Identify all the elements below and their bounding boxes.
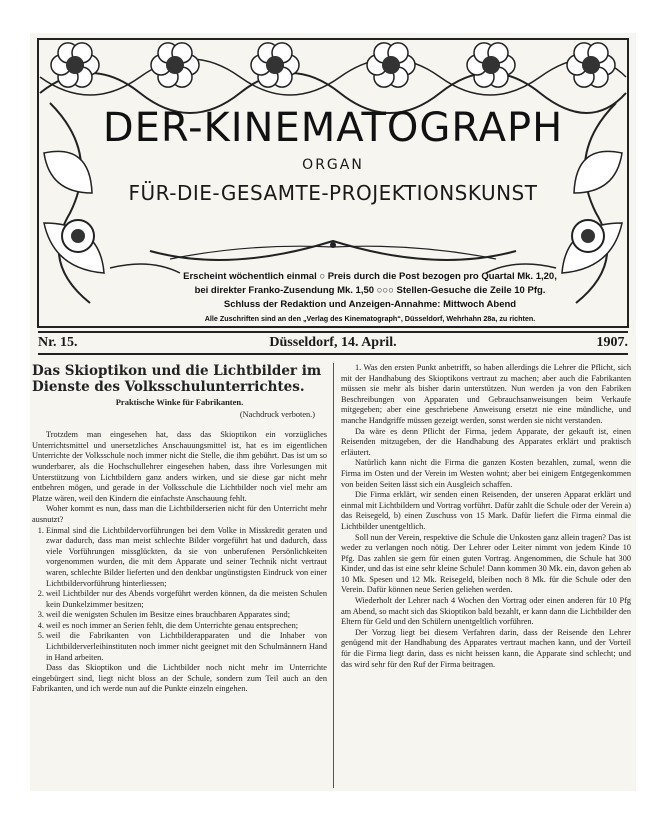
paragraph: Trotzdem man eingesehen hat, dass das Skioptikon ein vorzügliches Unterrichtsmittel und unersetzliches Anschauungsmittel ist, hat es im eigentlichen Unterrichte der Volksschule noch immer nicht die Stelle, die ihm gebührt. Das ist um so wunderbarer, als die Hochschullehrer eingesehen haben, dass ihre Vorlesungen mit Unterstützung von Lichtbildern ganz anders wirken, und sie diese gar nicht mehr entbehren mögen, und gerade in der Volksschule die Lichtbilder noch viel mehr am Platze wären, weil den Kindern die einfachste Anschauung fehlt.: [32, 430, 327, 503]
bottom-rule: [38, 353, 628, 355]
paragraph: Natürlich kann nicht die Firma die ganzen Kosten bezahlen, zumal, wenn die Firma im Osten und der Verein im Westen wohnt; aber bei einigem Entgegenkommen von beiden Seiten lässt sich ein Ausgleich schaffen.: [341, 458, 631, 489]
paragraph: Da wäre es denn Pflicht der Firma, jedem Apparate, der gekauft ist, einen Reisenden mitzugeben, der die Handhabung des Apparates erklärt und praktisch erläutert.: [341, 426, 631, 457]
left-column: [32, 363, 327, 695]
right-column: [341, 363, 631, 670]
flower-icon: [467, 43, 515, 87]
flower-icon: [151, 43, 199, 87]
issue-number: Nr. 15.: [38, 335, 78, 350]
masthead: [30, 33, 636, 333]
list-item: 5. weil die Fabrikanten von Lichtbilderapparaten und die Inhaber von Lichtbilderverleihinstituten noch immer nicht geeignet mit den Schulmännern Hand in Hand arbeiten.: [46, 631, 327, 663]
list-item: 2. weil Lichtbilder nur des Abends vorgeführt werden können, da die meisten Schulen kein Dunkelzimmer besitzen;: [46, 589, 327, 610]
paragraph: Soll nun der Verein, respektive die Schule die Unkosten ganz allein tragen? Das ist weder zu verlangen noch nötig. Der Lehrer oder Leiter nimmt von jedem Kinde 10 Pfg. Das zahlen sie gern für einen guten Vortrag. Angenommen, die Schule hat 300 Kinder, und das ist eine sehr kleine Schule! Dann kommen 30 Mk. ein, davon gehen ab 10 Mk. Spesen und 12 Mk. Reisegeld, bleiben noch 8 Mk. für die Schule oder den Verein. Dafür können neue Serien geliehen werden.: [341, 532, 631, 595]
list-item: 1. Einmal sind die Lichtbildervorführungen bei dem Volke in Misskredit geraten und zwar dadurch, dass man meist schlechte Bilder vorgeführt hat und dadurch, dass viele Vorführungen missglückten, da sie von unberufenen Persönlichkeiten vorgenommen wurden, die mit dem Apparate und seiner Technik nicht vertraut waren, schlechte Bilder lieferten und den denkbar ungünstigsten Eindruck von einer Lichtbildervorführung hinterliessen;: [46, 526, 327, 590]
flower-icon: [251, 43, 299, 87]
organ-label: ORGAN: [302, 157, 364, 173]
paragraph: 1. Was den ersten Punkt anbetrifft, so haben allerdings die Lehrer die Pflicht, sich mit der Handhabung des Skioptikons vertraut zu machen; aber auch die Fabrikanten müssen sie mehr als bisher darin unterstützen. Nun werden ja von den Fabriken Beschreibungen von Apparaten und Gebrauchsanweisungen beim Verkaufe mitgegeben; aber eine geschriebene Anweisung ersetzt nie eine mündliche, und manche Handgriffe müssen gezeigt werden, sonst werden sie nicht verstanden.: [341, 363, 631, 425]
reasons-list: [32, 526, 327, 664]
article-headline: Das Skioptikon und die Lichtbilder im Dienste des Volksschulunterrichtes.: [32, 363, 322, 395]
flower-icon: [367, 43, 415, 87]
publication-title: DER-KINEMATOGRAPH: [102, 105, 564, 151]
issue-place-date: Düsseldorf, 14. April.: [269, 335, 397, 350]
reprint-note: (Nachdruck verboten.): [239, 409, 315, 419]
list-item: 4. weil es noch immer an Serien fehlt, die dem Unterrichte genau entsprechen;: [46, 621, 327, 632]
list-item: 3. weil die wenigsten Schulen im Besitze eines brauchbaren Apparates sind;: [46, 610, 327, 621]
column-divider: [333, 363, 334, 788]
paragraph: Der Vorzug liegt bei diesem Verfahren darin, dass der Reisende den Lehrer genügend mit der Handhabung des Apparates vertraut machen kann, und der Vorteil für die Firma liegt darin, dass es nicht heissen kann, die Apparate sind schlecht; und das wird sehr für den Ruf der Firma beitragen.: [341, 627, 631, 669]
paragraph: Die Firma erklärt, wir senden einen Reisenden, der unseren Apparat erklärt und einmal mit Lichtbildern und Vortrag vorführt. Dafür zahlt die Schule oder der Verein a) das Reisegeld, b) einen Zuschuss von 15 Mark. Dafür liefert die Firma einmal die Lichtbilder unentgeltlich.: [341, 490, 631, 531]
flower-icon: [51, 43, 99, 87]
publication-subtitle: FÜR-DIE-GESAMTE-PROJEKTIONSKUNST: [128, 181, 538, 205]
article-subheadline: Praktische Winke für Fabrikanten.: [115, 397, 244, 407]
subscription-info: Erscheint wöchentlich einmal ○ Preis durch die Post bezogen pro Quartal Mk. 1,20,: [183, 271, 557, 282]
issue-year: 1907.: [596, 335, 628, 350]
newspaper-page: [30, 33, 636, 791]
flower-icon: [567, 43, 615, 87]
top-rule: [38, 331, 628, 333]
paragraph: Wiederholt der Lehrer nach 4 Wochen den Vortrag oder einen anderen für 10 Pfg am Abend, so macht sich das Skioptikon bald bezahlt, er kann dann die Lichtbilder den Eltern für Geld und den Schülern unentgeltlich vorführen.: [341, 596, 631, 627]
deadline-info: Schluss der Redaktion und Anzeigen-Annahme: Mittwoch Abend: [223, 299, 517, 310]
paragraph: Dass das Skioptikon und die Lichtbilder noch nicht mehr im Unterrichte eingebürgert sind, liegt nicht bloss an der Schule, sondern zum Teil auch an den Fabrikanten, und ich werde nun auf die Punkte einzeln eingehen.: [32, 663, 327, 694]
pricing-info: bei direkter Franko-Zusendung Mk. 1,50 ○○○ Stellen-Gesuche die Zeile 10 Pfg.: [194, 285, 546, 296]
paragraph: Woher kommt es nun, dass man die Lichtbilderserien nicht für den Unterricht mehr ausnutzt?: [32, 504, 327, 524]
address-info: Alle Zuschriften sind an den „Verlag des Kinematograph“, Düsseldorf, Wehrhahn 28a, zu richten.: [204, 314, 536, 323]
